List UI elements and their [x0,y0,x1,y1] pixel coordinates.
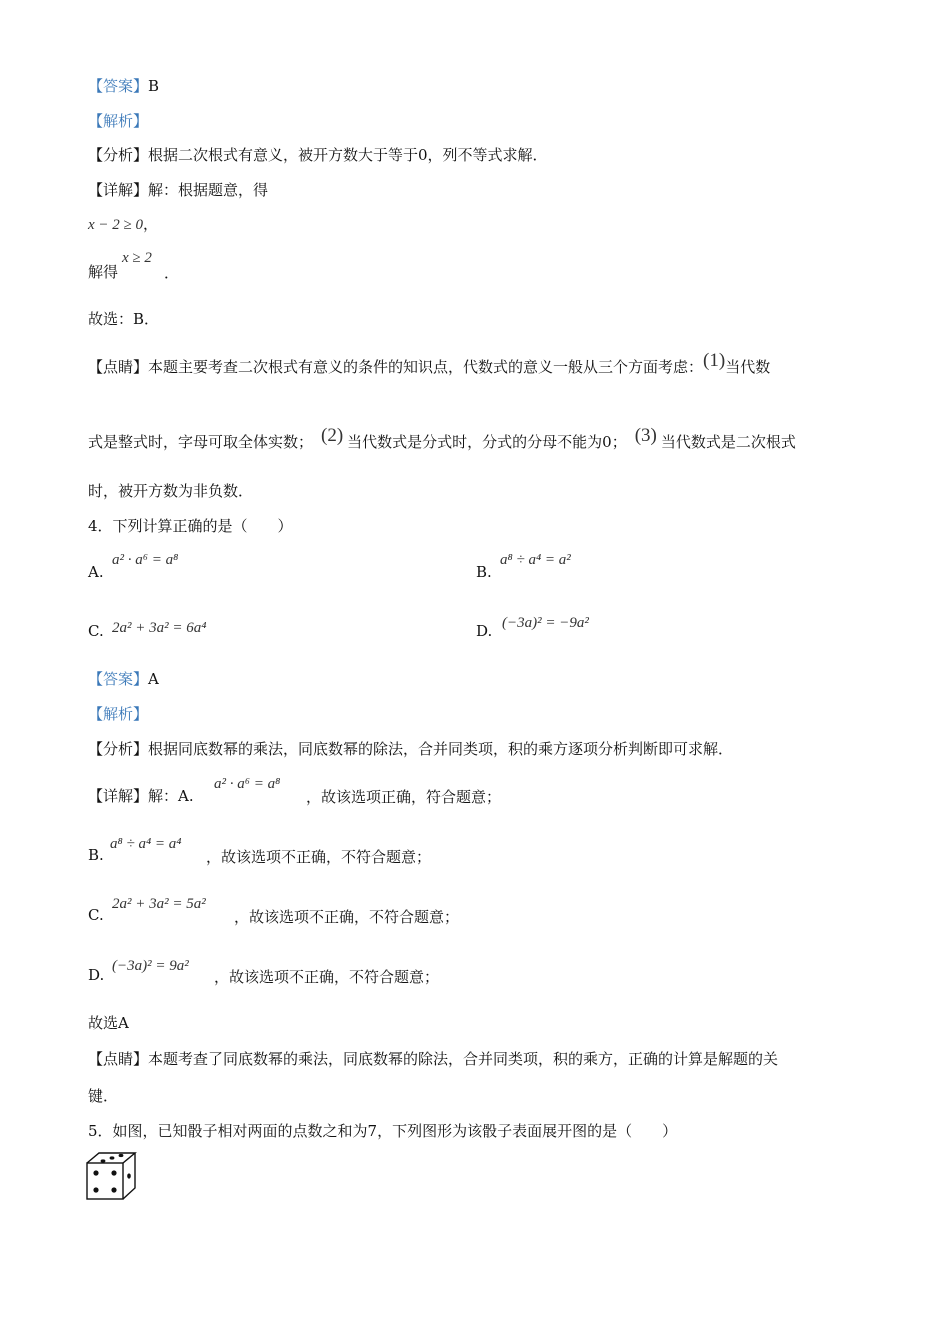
dice-front-dot [111,1187,116,1192]
dice-figure [84,1150,138,1202]
q3-dianjing-line-3: 时，被开方数为非负数． [88,482,254,500]
dice-front-dot [93,1187,98,1192]
q4-option-a-label: A. [88,563,104,581]
inequality-expr: x − 2 ≥ 0 [88,217,144,233]
xiangjie-prefix: 解：A. [148,787,194,805]
dianjing-text-1: 本题考查了同底数幂的乘法，同底数幂的除法，合并同类项，积的乘方，正确的计算是解题的关 [148,1050,779,1068]
q3-answer-line [88,76,159,96]
solution-expr: x ≥ 2 [122,250,152,266]
q4-dianjing-line-1 [88,1049,778,1069]
q4-question: 4．下列计算正确的是（ ） [88,517,293,535]
q4-step-b-text: ，故该选项不正确，不符合题意； [206,848,432,866]
q4-step-b-expr: a⁸ ÷ a⁴ = a⁴ [110,836,182,852]
dianjing-tag: 【点睛】 [88,358,149,376]
q4-fenxi-line [88,739,733,759]
q3-analysis-tag: 【解析】 [88,112,149,130]
dianjing-text-2b: 当代数式是分式时，分式的分母不能为0； [347,433,627,451]
note-num-3: (3) [634,425,657,446]
dianjing-tag: 【点睛】 [88,1050,149,1068]
q3-dianjing-line-2 [88,425,796,452]
dice-front-dot [93,1170,98,1175]
q4-option-b-expr: a⁸ ÷ a⁴ = a² [500,552,571,568]
q4-step-a-text: ，故该选项正确，符合题意； [306,788,502,806]
jiede-label: 解得 [88,263,119,281]
fenxi-text: 根据同底数幂的乘法，同底数幂的除法，合并同类项，积的乘方逐项分析判断即可求解． [148,740,734,758]
q3-solution-end: ． [164,264,180,282]
q4-step-c-expr: 2a² + 3a² = 5a² [112,896,206,912]
q3-solution-expr [122,248,152,267]
q4-step-c-label: C. [88,906,104,924]
fenxi-text: 根据二次根式有意义，被开方数大于等于0，列不等式求解． [148,146,548,164]
q4-step-d-text: ，故该选项不正确，不符合题意； [214,968,440,986]
xiangjie-tag: 【详解】 [88,181,149,199]
dice-top-dot [101,1159,106,1162]
q4-option-c-expr: 2a² + 3a² = 6a⁴ [112,620,207,636]
q4-step-b-label: B. [88,846,104,864]
fenxi-tag: 【分析】 [88,740,149,758]
q4-xiangjie-line [88,786,194,806]
q4-step-d-expr: (−3a)² = 9a² [112,958,189,974]
q4-option-a-expr: a² · a⁶ = a⁸ [112,552,179,568]
dice-top-dot [119,1154,124,1157]
fenxi-tag: 【分析】 [88,146,149,164]
q3-guxuan: 故选：B． [88,310,160,328]
q4-option-d-label: D. [476,622,493,640]
answer-value: B [148,77,160,95]
q4-step-d-label: D. [88,966,105,984]
note-num-1: (1) [703,350,726,371]
dice-front-face [87,1163,123,1199]
q4-option-c-label: C. [88,622,104,640]
q4-option-b-label: B. [476,563,492,581]
q3-solution-line [88,262,118,282]
dice-side-dot [127,1173,131,1178]
dianjing-text-1: 本题主要考查二次根式有意义的条件的知识点，代数式的意义一般从三个方面考虑： [148,358,704,376]
q4-answer-line [88,669,159,689]
q4-analysis-tag: 【解析】 [88,705,149,723]
q3-xiangjie-line [88,180,268,200]
q4-guxuan: 故选A [88,1014,129,1032]
inequality-end: ， [143,215,159,233]
q3-fenxi-line [88,145,548,165]
note-num-2: (2) [321,425,344,446]
answer-value: A [148,670,159,688]
dice-top-dot [110,1156,115,1159]
q3-inequality-1 [88,214,158,235]
q4-option-d-expr: (−3a)² = −9a² [502,615,589,631]
dianjing-text-2c: 当代数式是二次根式 [660,433,796,451]
dice-front-dot [111,1170,116,1175]
q5-question: 5．如图，已知骰子相对两面的点数之和为7，下列图形为该骰子表面展开图的是（ ） [88,1122,678,1140]
answer-tag: 【答案】 [88,670,149,688]
q4-step-c-text: ，故该选项不正确，不符合题意； [234,908,460,926]
q4-dianjing-line-2: 键． [88,1087,119,1105]
q3-dianjing-line-1 [88,350,771,377]
dianjing-text-1b: 当代数 [725,358,771,376]
answer-tag: 【答案】 [88,77,149,95]
q4-step-a-expr: a² · a⁶ = a⁸ [214,776,281,792]
xiangjie-text: 解：根据题意，得 [148,181,269,199]
dianjing-text-2a: 式是整式时，字母可取全体实数； [88,433,314,451]
xiangjie-tag: 【详解】 [88,787,149,805]
